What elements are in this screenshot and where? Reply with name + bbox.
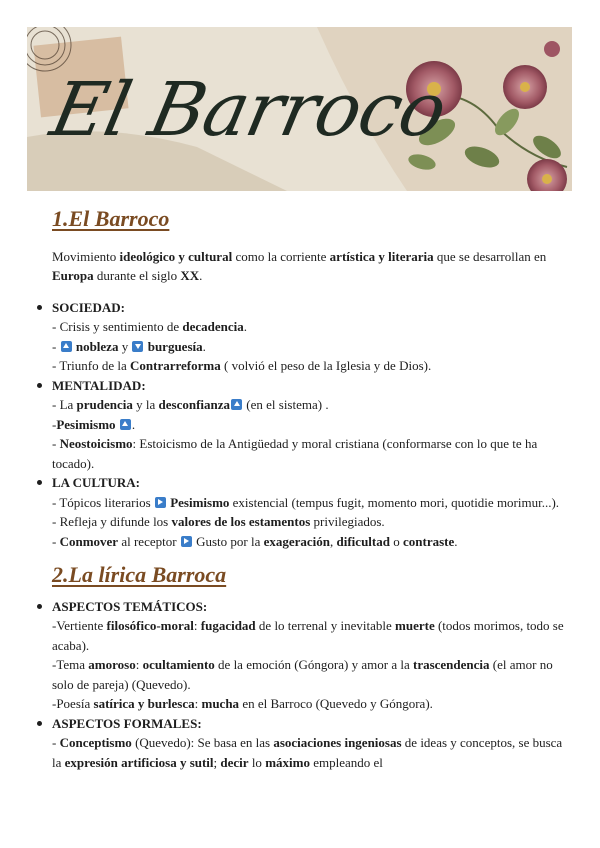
header-banner: [27, 27, 572, 191]
bullet-line: - Crisis y sentimiento de decadencia.: [52, 319, 247, 334]
bullet-line: -Vertiente filosófico-moral: fugacidad de lo terrenal y inevitable muerte (todos morimos, todo se acaba).: [52, 618, 564, 653]
bullet-line: - Triunfo de la Contrarreforma ( volvió el peso de la Iglesia y de Dios).: [52, 358, 432, 373]
bullet-item: [52, 714, 570, 773]
bullet-line: - Refleja y difunde los valores de los estamentos privilegiados.: [52, 514, 385, 529]
arrow-up-icon: [61, 341, 72, 352]
arrow-right-icon: [181, 536, 192, 547]
bullet-line: - La prudencia y la desconfianza (en el sistema) .: [52, 397, 329, 412]
arrow-up-icon: [120, 419, 131, 430]
bullet-heading: ASPECTOS TEMÁTICOS:: [52, 598, 208, 614]
bullet-line: -Poesía satírica y burlesca: mucha en el Barroco (Quevedo y Góngora).: [52, 696, 433, 711]
arrow-right-icon: [155, 497, 166, 508]
bullet-line: - Conmover al receptor Gusto por la exageración, dificultad o contraste.: [52, 533, 458, 549]
section2-bullet-list: [52, 597, 570, 773]
intro-paragraph: Movimiento ideológico y cultural como la corriente artística y literaria que se desarrollan en Europa durante el siglo XX.: [52, 248, 547, 283]
bullet-item: [52, 376, 570, 474]
bullet-line: -Pesimismo .: [52, 416, 136, 432]
section-heading-el-barroco: 1.El Barroco: [52, 206, 170, 231]
bullet-item: [52, 597, 570, 714]
document-body: [52, 198, 570, 772]
bullet-heading: ASPECTOS FORMALES:: [52, 715, 202, 731]
bullet-line: -Tema amoroso: ocultamiento de la emoción (Góngora) y amor a la trascendencia (el amor no solo de pareja) (Quevedo).: [52, 657, 553, 692]
bullet-heading: SOCIEDAD:: [52, 299, 125, 315]
arrow-down-icon: [132, 341, 143, 352]
bullet-heading: LA CULTURA:: [52, 475, 141, 490]
section1-bullet-list: [52, 298, 570, 552]
bullet-line: - nobleza y burguesía.: [52, 338, 206, 354]
bullet-item: [52, 298, 570, 376]
bullet-item: [52, 473, 570, 551]
bullet-heading: MENTALIDAD:: [52, 377, 146, 393]
bullet-line: - Neostoicismo: Estoicismo de la Antigüedad y moral cristiana (conformarse con lo que te ha tocado).: [52, 436, 538, 471]
banner-title: El Barroco: [43, 67, 454, 153]
arrow-up-icon: [231, 399, 242, 410]
bullet-line: - Tópicos literarios Pesimismo existencial (tempus fugit, momento mori, quotidie morimur...).: [52, 494, 560, 510]
section-heading-lirica-barroca: 2.La lírica Barroca: [52, 562, 227, 587]
bullet-line: - Conceptismo (Quevedo): Se basa en las asociaciones ingeniosas de ideas y conceptos, se busca la expresión artificiosa y sutil; decir lo máximo empleando el: [52, 735, 563, 770]
